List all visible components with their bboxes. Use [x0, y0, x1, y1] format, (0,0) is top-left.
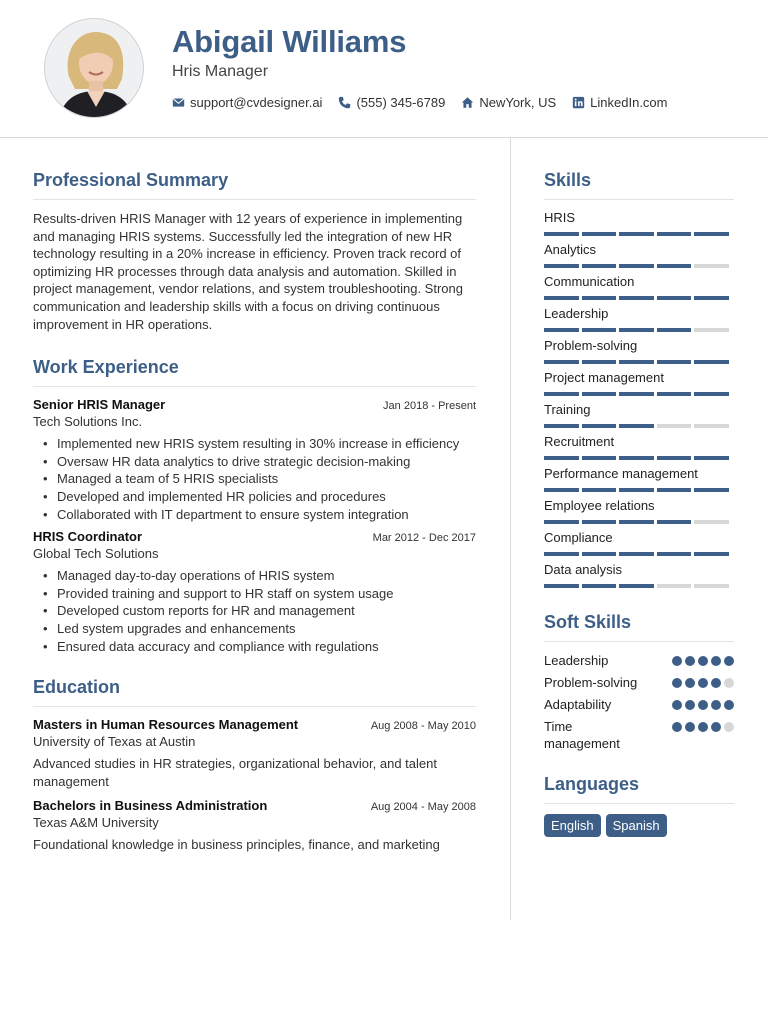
skill-level-segment: [694, 424, 729, 428]
skill-level-segment: [582, 264, 617, 268]
skill-label: Recruitment: [544, 434, 615, 449]
phone-icon: [338, 96, 351, 109]
rating-dot: [711, 678, 721, 688]
skill-level-segment: [582, 296, 617, 300]
skill-label: Communication: [544, 274, 635, 289]
job-bullets: [33, 567, 476, 655]
skill-level-segment: [544, 296, 579, 300]
soft-skill-label: Leadership: [544, 653, 609, 668]
job-bullet: • Collaborated with IT department to ensure system integration: [43, 506, 476, 524]
soft-skill-label: Adaptability: [544, 697, 612, 712]
skill-level-bar: [544, 264, 734, 268]
skill-level-segment: [694, 392, 729, 396]
skill-level-segment: [619, 360, 654, 364]
contact-email[interactable]: [172, 95, 322, 110]
job-bullet: • Ensured data accuracy and compliance with regulations: [43, 638, 476, 656]
contact-phone[interactable]: [338, 95, 445, 110]
education-school: University of Texas at Austin: [33, 734, 196, 750]
skill-level-segment: [582, 392, 617, 396]
summary-text: Results-driven HRIS Manager with 12 years of experience in implementing and managing HRIS systems. Successfully led the integration of new HR technology resulting in a 20% increase in efficiency. Proven track record of optimizing HR processes through data analysis and automation. Skilled in project management, vendor relations, and system troubleshooting. Strong communication and leadership skills with a focus on driving continuous improvement in HR operations.: [33, 211, 463, 332]
skill-item: [544, 242, 734, 274]
contact-linkedin[interactable]: [572, 95, 667, 110]
skill-item: [544, 274, 734, 306]
skill-level-segment: [544, 328, 579, 332]
education-entry: [33, 717, 476, 790]
rating-dot: [685, 700, 695, 710]
soft-skill-item: [544, 652, 734, 674]
skill-level-segment: [619, 552, 654, 556]
skill-item: [544, 338, 734, 370]
skills-list: [544, 210, 734, 594]
skill-level-segment: [657, 360, 692, 364]
skill-level-segment: [619, 424, 654, 428]
skill-item: [544, 562, 734, 594]
rating-dot: [672, 678, 682, 688]
skill-level-bar: [544, 232, 734, 236]
skill-level-segment: [544, 232, 579, 236]
rating-dot: [724, 722, 734, 732]
job-bullet: • Managed day-to-day operations of HRIS system: [43, 567, 476, 585]
skill-level-bar: [544, 584, 734, 588]
resume-header: [0, 0, 768, 138]
skill-level-segment: [582, 520, 617, 524]
job-role: Senior HRIS Manager: [33, 397, 166, 413]
skill-level-segment: [619, 392, 654, 396]
education-description: Foundational knowledge in business principles, finance, and marketing: [33, 837, 440, 853]
skill-level-segment: [694, 488, 729, 492]
skill-level-bar: [544, 328, 734, 332]
skill-level-segment: [657, 584, 692, 588]
job-bullets: [33, 435, 476, 523]
education-school: Texas A&M University: [33, 815, 159, 831]
main-column: [33, 170, 476, 862]
job-bullet: • Managed a team of 5 HRIS specialists: [43, 470, 476, 488]
rating-dot: [685, 722, 695, 732]
rating-dot: [698, 678, 708, 688]
skill-item: [544, 306, 734, 338]
skill-item: [544, 370, 734, 402]
candidate-title: Hris Manager: [172, 63, 269, 80]
skill-label: Project management: [544, 370, 664, 385]
skill-level-segment: [657, 328, 692, 332]
skill-item: [544, 498, 734, 530]
skill-level-bar: [544, 360, 734, 364]
job-entry: [33, 529, 476, 655]
skill-label: Performance management: [544, 466, 698, 481]
skill-level-segment: [657, 232, 692, 236]
home-icon: [461, 96, 474, 109]
skill-level-segment: [619, 488, 654, 492]
skill-level-segment: [619, 232, 654, 236]
column-divider: [510, 138, 511, 920]
education-dates: Aug 2008 - May 2010: [370, 720, 476, 733]
job-bullet: • Provided training and support to HR staff on system usage: [43, 585, 476, 603]
rating-dot: [711, 700, 721, 710]
contact-bar: [172, 95, 668, 110]
contact-location: [461, 95, 556, 110]
skill-label: Leadership: [544, 306, 609, 321]
skill-level-bar: [544, 456, 734, 460]
job-bullet: • Developed and implemented HR policies and procedures: [43, 488, 476, 506]
skill-level-segment: [544, 360, 579, 364]
skill-level-segment: [694, 296, 729, 300]
skill-level-segment: [544, 264, 579, 268]
skill-level-segment: [582, 552, 617, 556]
skill-level-segment: [582, 488, 617, 492]
skill-level-segment: [694, 360, 729, 364]
skill-level-bar: [544, 296, 734, 300]
skill-level-segment: [582, 328, 617, 332]
job-bullet: • Oversaw HR data analytics to drive strategic decision-making: [43, 453, 476, 471]
skill-level-segment: [544, 456, 579, 460]
profile-photo: [44, 18, 144, 118]
job-dates: Mar 2012 - Dec 2017: [372, 532, 476, 545]
education-heading: Education: [33, 677, 476, 707]
skills-heading: Skills: [544, 170, 734, 200]
skill-level-bar: [544, 552, 734, 556]
language-badge: English: [544, 814, 601, 837]
skill-item: [544, 210, 734, 242]
soft-skill-rating: [672, 652, 734, 666]
skill-item: [544, 466, 734, 498]
rating-dot: [672, 700, 682, 710]
rating-dot: [711, 722, 721, 732]
education-description: Advanced studies in HR strategies, organizational behavior, and talent management: [33, 756, 437, 789]
soft-skills-list: [544, 652, 734, 752]
soft-skill-item: [544, 674, 734, 696]
skill-level-segment: [657, 424, 692, 428]
skill-level-segment: [619, 520, 654, 524]
skill-level-segment: [694, 584, 729, 588]
soft-skill-item: [544, 718, 734, 752]
linkedin-icon: [572, 96, 585, 109]
education-dates: Aug 2004 - May 2008: [370, 801, 476, 814]
candidate-name: Abigail Williams: [172, 24, 407, 59]
skill-level-segment: [619, 584, 654, 588]
language-badge: Spanish: [606, 814, 667, 837]
rating-dot: [685, 656, 695, 666]
skill-label: HRIS: [544, 210, 576, 225]
skill-label: Analytics: [544, 242, 597, 257]
skill-level-segment: [619, 328, 654, 332]
skill-level-segment: [582, 232, 617, 236]
rating-dot: [724, 656, 734, 666]
languages-heading: Languages: [544, 774, 734, 804]
skill-level-segment: [544, 520, 579, 524]
skill-level-segment: [657, 488, 692, 492]
contact-location-text: NewYork, US: [479, 95, 557, 110]
skill-level-segment: [582, 360, 617, 364]
skill-level-segment: [582, 584, 617, 588]
rating-dot: [672, 722, 682, 732]
education-entry: [33, 798, 476, 854]
skill-level-segment: [657, 456, 692, 460]
skill-level-bar: [544, 392, 734, 396]
skill-level-segment: [544, 584, 579, 588]
soft-skill-label: Problem-solving: [544, 675, 638, 690]
soft-skill-rating: [672, 696, 734, 710]
job-bullet: • Led system upgrades and enhancements: [43, 620, 476, 638]
sidebar-column: [544, 170, 734, 837]
job-company: Tech Solutions Inc.: [33, 414, 143, 430]
soft-skill-item: [544, 696, 734, 718]
skill-level-segment: [544, 488, 579, 492]
education-degree: Masters in Human Resources Management: [33, 717, 299, 733]
skill-level-segment: [657, 392, 692, 396]
skill-level-segment: [544, 424, 579, 428]
soft-skill-rating: [672, 674, 734, 688]
skill-level-segment: [582, 424, 617, 428]
rating-dot: [698, 722, 708, 732]
contact-email-text: support@cvdesigner.ai: [190, 95, 323, 110]
job-role: HRIS Coordinator: [33, 529, 143, 545]
soft-skill-label: Time management: [544, 719, 620, 751]
soft-skill-rating: [672, 718, 734, 732]
skill-label: Employee relations: [544, 498, 655, 513]
skill-item: [544, 402, 734, 434]
job-company: Global Tech Solutions: [33, 546, 159, 562]
skill-level-segment: [544, 392, 579, 396]
skill-level-segment: [582, 456, 617, 460]
skill-level-segment: [619, 296, 654, 300]
skill-level-segment: [694, 328, 729, 332]
rating-dot: [724, 700, 734, 710]
skill-level-segment: [694, 552, 729, 556]
languages-list: [544, 814, 734, 837]
experience-heading: Work Experience: [33, 357, 476, 387]
skill-label: Training: [544, 402, 591, 417]
skill-item: [544, 530, 734, 562]
skill-level-segment: [657, 520, 692, 524]
envelope-icon: [172, 96, 185, 109]
skill-level-segment: [694, 264, 729, 268]
job-bullet: • Developed custom reports for HR and management: [43, 602, 476, 620]
rating-dot: [698, 656, 708, 666]
rating-dot: [724, 678, 734, 688]
skill-level-segment: [544, 552, 579, 556]
skill-label: Compliance: [544, 530, 613, 545]
job-bullet: • Implemented new HRIS system resulting in 30% increase in efficiency: [43, 435, 476, 453]
skill-level-segment: [694, 232, 729, 236]
job-entry: [33, 397, 476, 523]
rating-dot: [685, 678, 695, 688]
rating-dot: [672, 656, 682, 666]
job-dates: Jan 2018 - Present: [383, 400, 476, 413]
skill-level-segment: [657, 264, 692, 268]
skill-item: [544, 434, 734, 466]
skill-level-segment: [619, 264, 654, 268]
education-degree: Bachelors in Business Administration: [33, 798, 268, 814]
skill-level-bar: [544, 424, 734, 428]
skill-level-segment: [694, 520, 729, 524]
summary-heading: Professional Summary: [33, 170, 476, 200]
skill-level-bar: [544, 488, 734, 492]
rating-dot: [698, 700, 708, 710]
skill-level-segment: [657, 296, 692, 300]
contact-linkedin-text: LinkedIn.com: [590, 95, 668, 110]
skill-level-segment: [657, 552, 692, 556]
skill-label: Data analysis: [544, 562, 623, 577]
skill-level-bar: [544, 520, 734, 524]
soft-skills-heading: Soft Skills: [544, 612, 734, 642]
skill-label: Problem-solving: [544, 338, 638, 353]
skill-level-segment: [694, 456, 729, 460]
rating-dot: [711, 656, 721, 666]
skill-level-segment: [619, 456, 654, 460]
contact-phone-text: (555) 345-6789: [356, 95, 446, 110]
